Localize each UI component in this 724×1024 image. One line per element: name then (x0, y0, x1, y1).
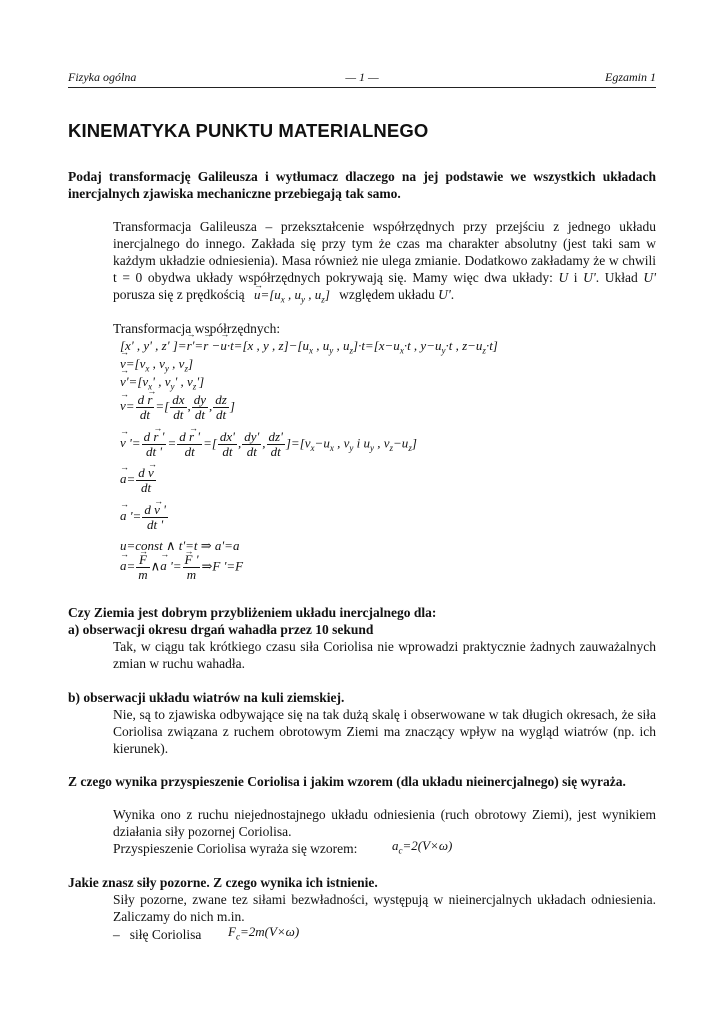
question-fictitious-forces: Jakie znasz siły pozorne. Z czego wynika ich istnienie. (68, 875, 378, 890)
equation-force: → a= → $\frac{F}{m}$ ∧→ a '= → $\frac{F '}{m}$ ⇒F '=F (120, 553, 243, 582)
answer-a-pendulum: Tak, w ciągu tak krótkiego czasu siła Coriolisa nie wprowadzi praktycznie żadnych zauważalnych zmian w ruchu wahadła. (113, 639, 656, 671)
answer-b-winds: Nie, są to zjawiska odbywające się na tak dużą skalę i obserwowane w tak długich okresach, że siła Coriolisa związana z ruchem obrotowym Ziemi ma znaczący wpływ na wygląd wiatrów (np. ich kierunek). (113, 707, 656, 756)
answer-fictitious-forces: Siły pozorne, zwane tez siłami bezwładności, występują w nieinercjalnych układach odniesienia. Zaliczamy do nich m.in. (113, 892, 656, 924)
coriolis-force-formula: $F_c=2m(V\times\omega)$ (228, 924, 300, 942)
section-title: KINEMATYKA PUNKTU MATERIALNEGO (68, 120, 429, 141)
list-item-coriolis-force: – siłę Coriolisa (113, 927, 202, 942)
equation-const: u=const ∧ t'=t ⇒ a'=a (120, 538, 240, 553)
equation-velocity: → $v=[v_x$ , $v_y$ , $v_z$] (120, 356, 193, 374)
header-page-number: — 1 — (345, 70, 379, 84)
question-b-winds: b) obserwacji układu wiatrów na kuli ziemskiej. (68, 690, 345, 705)
equation-velocity-prime: → $v'=[v_x'$ , $v_y'$ , $v_z'$] (120, 374, 204, 392)
transform-heading: Transformacja współrzędnych: (113, 321, 281, 336)
coriolis-formula-intro: Przyspieszenie Coriolisa wyraża się wzorem: (113, 841, 358, 856)
equation-position: [x' , y' , z' ]=→ r'=→ r −→ u·t=[x , y , $z]-[u_x$ , $u_y$ , $u_z]\cdot t=[x-u_x\cdot t$ , $y-u_y\cdot t$ , $z-u_z\cdot t$] (120, 338, 498, 356)
equation-acceleration-prime: → a '= $\frac{d \to v '}{dt '}$ (120, 503, 169, 532)
header-course: Fizyka ogólna (68, 70, 137, 84)
coriolis-formula: $a_c=2(V\times\omega)$ (392, 838, 453, 856)
answer-galileo: Transformacja Galileusza – przekształcenie współrzędnych przy przejściu z jednego układu inercjalnego do innego. Zakłada się przy tym że czas ma charakter absolutny (jest taki sam w każdym układzie odniesienia). Masa również nie ulega zmianie. Dodatkowo zakładamy że w chwili t = 0 obydwa układy współrzędnych pokrywają się. Mamy więc dwa układy: U i U'. Układ U' porusza się z prędkością → $u=[u_x$ , $u_y$ , $u_z$] względem układu U'. (113, 218, 656, 309)
question-earth-inertial: Czy Ziemia jest dobrym przybliżeniem układu inercjalnego dla: (68, 605, 437, 620)
question-coriolis: Z czego wynika przyspieszenie Coriolisa i jakim wzorem (dla układu nieinercjalnego) się wyraża. (68, 774, 626, 789)
header-rule (68, 87, 656, 88)
header-exam: Egzamin 1 (605, 70, 656, 84)
equation-velocity-prime-derivative: → v '= $\frac{d \to r '}{dt '}$ = $\frac{d \to r '}{dt}$ =[ $\frac{dx'}{dt}$ , $\frac{dy'}{dt}$ , $\frac{dz'}{dt}$ ]$=[v_x-u_x$ , $v_y$ i $u_y$ , $v_z-u_z$] (120, 430, 417, 459)
question-galileo: Podaj transformację Galileusza i wytłumacz dlaczego na jej podstawie we wszystkich układach inercjalnych zjawiska mechaniczne przebiegają tak samo. (68, 169, 656, 201)
question-a-pendulum: a) obserwacji okresu drgań wahadła przez 10 sekund (68, 622, 374, 637)
equation-velocity-derivative: → v= $\frac{d \to r}{dt}$ =[ $\frac{dx}{dt}$ , $\frac{dy}{dt}$ , $\frac{dz}{dt}$ ] (120, 393, 235, 422)
velocity-formula: → $u=[u_x$ , $u_y$ , $u_z$] (254, 287, 333, 302)
equation-acceleration: → a= $\frac{d \to v}{dt}$ (120, 466, 157, 495)
answer-coriolis: Wynika ono z ruchu niejednostajnego układu odniesienia (ruch obrotowy Ziemi), jest wynikiem działania siły pozornej Coriolisa. (113, 807, 656, 839)
